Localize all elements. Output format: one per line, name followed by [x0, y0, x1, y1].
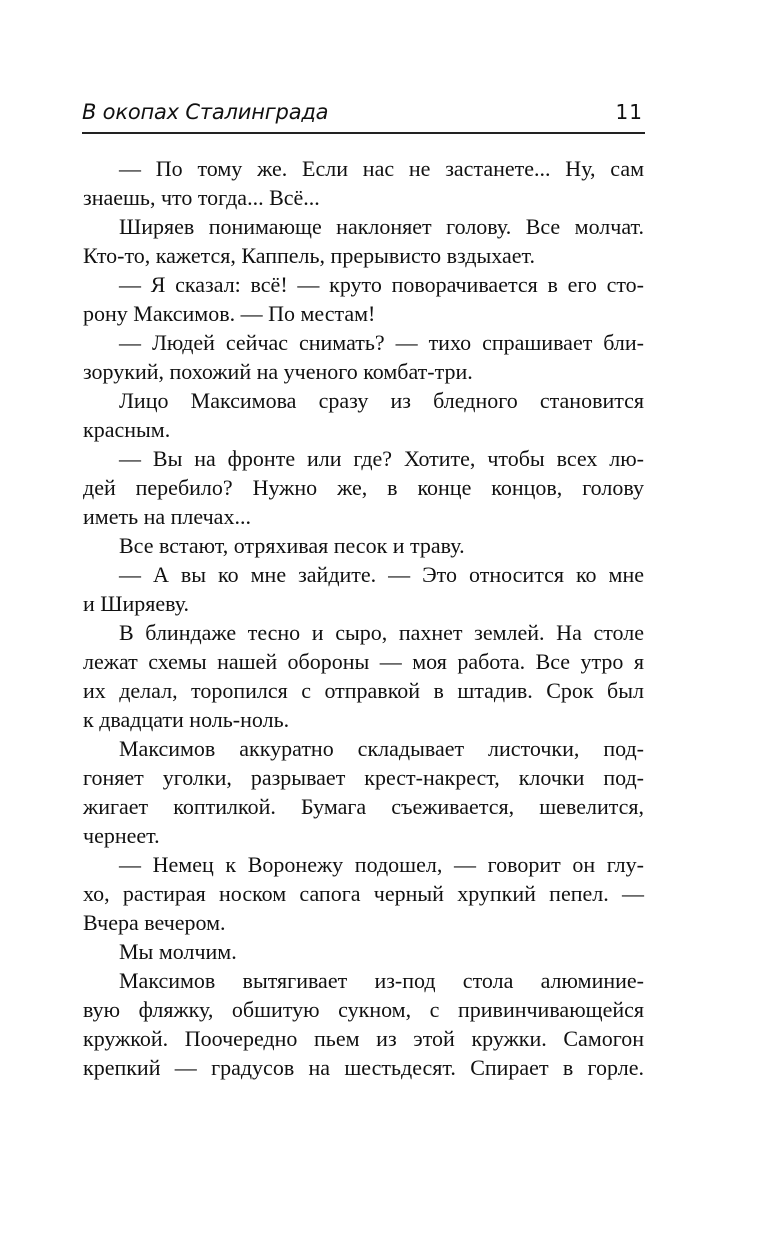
text-line: — По тому же. Если нас не застанете... Ну, сам — [119, 156, 644, 181]
text-line: лежат схемы нашей обороны — моя работа. Все утро я — [83, 649, 644, 674]
text-line: Кто-то, кажется, Каппель, прерывисто вздыхает. — [83, 243, 535, 268]
running-title: В окопах Сталинграда — [82, 100, 329, 124]
text-line: к двадцати ноль-ноль. — [83, 707, 290, 732]
text-line: вую фляжку, обшитую сукном, с привинчивающейся — [83, 997, 644, 1022]
text-line: — Я сказал: всё! — круто поворачивается в его сто- — [119, 272, 644, 297]
text-line: Все встают, отряхивая песок и траву. — [119, 533, 465, 558]
text-line: хо, растирая носком сапога черный хрупкий пепел. — — [83, 881, 644, 906]
text-line: — Людей сейчас снимать? — тихо спрашивает бли- — [119, 330, 644, 355]
text-line: В блиндаже тесно и сыро, пахнет землей. На столе — [119, 620, 644, 645]
text-line: дей перебило? Нужно же, в конце концов, голову — [83, 475, 644, 500]
text-line: крепкий — градусов на шестьдесят. Спирает в горле. — [83, 1055, 644, 1080]
text-line: чернеет. — [83, 823, 160, 848]
text-line: — А вы ко мне зайдите. — Это относится ко мне — [119, 562, 644, 587]
text-line: Лицо Максимова сразу из бледного становится — [119, 388, 644, 413]
running-header — [82, 96, 645, 134]
text-line: красным. — [83, 417, 171, 442]
text-line: иметь на плечах... — [83, 504, 251, 529]
text-line: Максимов вытягивает из-под стола алюминие- — [119, 968, 644, 993]
text-line: знаешь, что тогда... Всё... — [83, 185, 320, 210]
text-line: жигает коптилкой. Бумага съеживается, шевелится, — [83, 794, 644, 819]
text-line: зорукий, похожий на ученого комбат-три. — [83, 359, 473, 384]
text-line: Ширяев понимающе наклоняет голову. Все молчат. — [119, 214, 644, 239]
text-line: их делал, торопился с отправкой в штадив. Срок был — [83, 678, 644, 703]
text-line: — Вы на фронте или где? Хотите, чтобы всех лю- — [119, 446, 644, 471]
body-text — [83, 154, 644, 1082]
page-number: 11 — [615, 100, 643, 124]
text-line: рону Максимов. — По местам! — [83, 301, 376, 326]
text-line: и Ширяеву. — [83, 591, 190, 616]
text-line: Вчера вечером. — [83, 910, 226, 935]
text-line: гоняет уголки, разрывает крест-накрест, клочки под- — [83, 765, 644, 790]
text-line: кружкой. Поочередно пьем из этой кружки. Самогон — [83, 1026, 644, 1051]
text-line: Мы молчим. — [119, 939, 237, 964]
text-line: Максимов аккуратно складывает листочки, под- — [119, 736, 644, 761]
text-line: — Немец к Воронежу подошел, — говорит он глу- — [119, 852, 644, 877]
